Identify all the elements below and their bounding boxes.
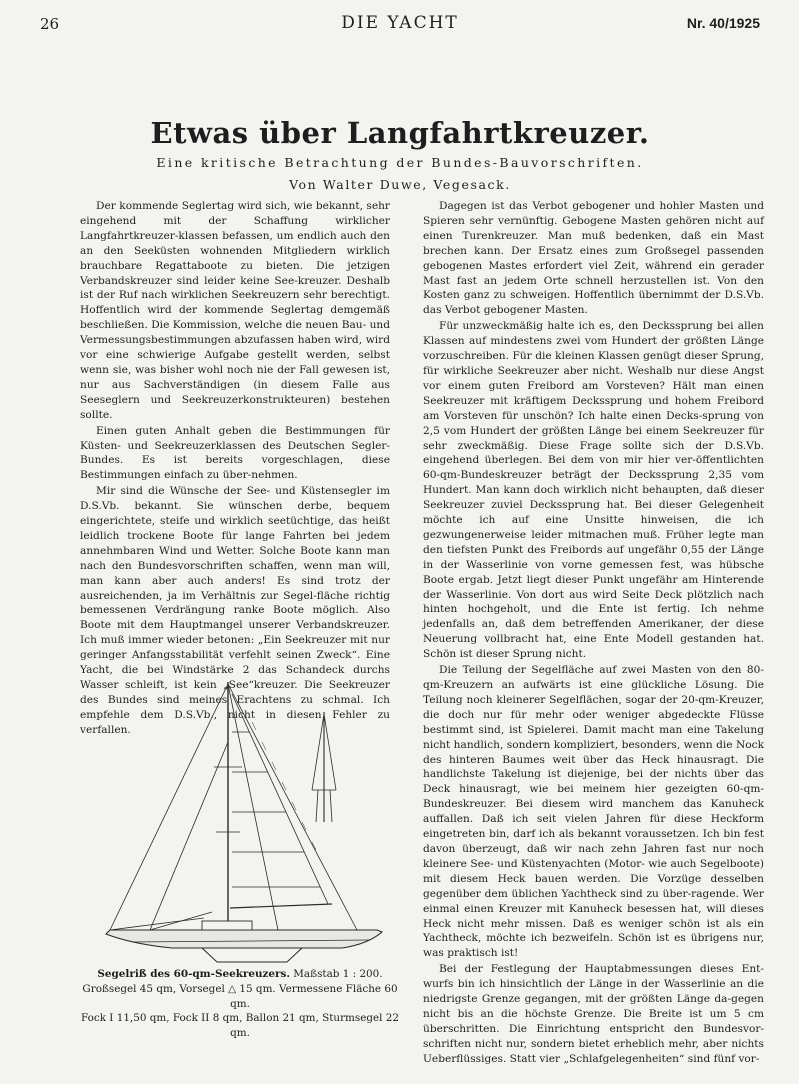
paragraph: Mir sind die Wünsche der See- und Küstensegler im D.S.Vb. bekannt. Sie wünschen derbe, bequem eingerichtete, steife und wirklich seetüchtige, das heißt leidlich trockene Boote für lange Fahrten bei jedem annehmbaren Wind und Wetter. Solche Boote kann man nach den Bundesvorschriften schaffen, wenn man will, man kann aber auch anders! Es sind trotz der ausreichenden, ja im Verhältnis zur Segel-fläche richtig bemessenen Verdrängung ranke Boote möglich. Also Boote mit dem Hauptmangel unserer Verbandskreuzer. Ich muß immer wieder betonen: „Ein Seekreuzer mit nur geringer Anfangsstabilität verfehlt seinen Zweck“. Eine Yacht, die bei Windstärke 2 das Schandeck durchs Wasser schleift, ist kein „See“kreuzer. Die Seekreuzer des Bundes sind meines Erachtens zu schmal. Ich empfehle dem D.S.Vb., nicht in diesen Fehler zu verfallen. [80,485,390,736]
paragraph: Einen guten Anhalt geben die Bestimmungen für Küsten- und Seekreuzerklassen des Deutschen Segler-Bundes. Es ist bereits vorgeschlagen, diese Bestimmungen einfach zu über-nehmen. [80,424,390,482]
caption-line-sails: Großsegel 45 qm, Vorsegel △ 15 qm. Vermessene Fläche 60 qm. [82,982,398,1010]
caption-title: Segelriß des 60-qm-Seekreuzers. [97,968,290,980]
paragraph: Dagegen ist das Verbot gebogener und hohler Masten und Spieren sehr vernünftig. Gebogene Masten gehören nicht auf einen Turenkreuzer. Man muß bedenken, daß ein Mast brechen kann. Der Ersatz eines zum Großsegel passenden gebogenen Mastes erfordert viel Zeit, während ein gerader Mast fast an jedem Orte schnell herzustellen ist. Von den Kosten ganz zu schweigen. Hoffentlich übernimmt der D.S.Vb. das Verbot gebogener Masten. [423,200,764,317]
paragraph: Bei der Festlegung der Hauptabmessungen dieses Ent-wurfs bin ich hinsichtlich der Länge in der Wasserlinie an die niedrigste Grenze gegangen, mit der größten Länge da-gegen nicht bis an die höchste Grenze. Die Breite ist um 5 cm überschritten. Die Einrichtung entspricht den Bundesvor-schriften nicht nur, sondern bietet erheblich mehr, aber nichts Ueberflüssiges. Statt vier „Schlafgelegenheiten“ sind fünf vor- [423,963,764,1065]
left-column [80,199,390,736]
sail-plan-drawing [92,672,402,962]
paragraph: Die Teilung der Segelfläche auf zwei Masten von den 80-qm-Kreuzern an aufwärts ist eine glückliche Lösung. Die Teilung noch kleinerer Segelflächen, sogar der 20-qm-Kreuzer, die doch nur für mehr oder weniger abgedeckte Flüsse bestimmt sind, ist Spielerei. Damit macht man eine Takelung nicht handlich, sondern kompliziert, besonders, wenn die Nock des hinteren Baumes weit über das Heck hinausragt. Die handlichste Takelung ist diejenige, bei der nichts über das Deck hinausragt, wie bei meinem hier gezeigten 60-qm-Bundeskreuzer. Bei diesem wird manchem das Kanuheck auffallen. Daß ich seit vielen Jahren für diese Heckform eingetreten bin, darf ich als bekannt voraussetzen. Ich bin fest davon überzeugt, daß wir nach zehn Jahren fast nur noch kleinere See- und Küstenyachten (Motor- wie auch Segelboote) mit diesem Heck bauen werden. Die Vorzüge desselben gegenüber dem üblichen Yachtheck sind zu über-ragende. Wer einmal einen Kreuzer mit Kanuheck besessen hat, will dieses Heck nicht mehr missen. Daß es weniger schön ist als ein Yachtheck, möchte ich bezweifeln. Schön ist es übrigens nur, was praktisch ist! [423,664,764,960]
caption-scale: Maßstab 1 : 200. [293,968,383,980]
caption-line-jibs: Fock I 11,50 qm, Fock II 8 qm, Ballon 21 qm, Sturmsegel 22 qm. [80,1012,400,1040]
article-subtitle: Eine kritische Betrachtung der Bundes-Bauvorschriften. [156,155,644,170]
article-title: Etwas über Langfahrtkreuzer. [150,116,650,150]
sail-plan-figure [92,672,402,962]
figure-caption [80,967,400,1041]
running-head [40,13,760,35]
paragraph: Der kommende Seglertag wird sich, wie bekannt, sehr eingehend mit der Schaffung wirklicher Langfahrtkreuzer-klassen befassen, um endlich auch den an den Seeküsten wohnenden Mitgliedern wirklich brauchbare Regattaboote zu bieten. Die jetzigen Verbandskreuzer sind leider keine See-kreuzer. Deshalb ist der Ruf nach wirklichen Seekreuzern sehr berechtigt. Hoffentlich wird der kommende Seglertag demgemäß beschließen. Die Kommission, welche die neuen Bau- und Vermessungsbestimmungen abzufassen haben wird, wird vor eine schwierige Aufgabe gestellt werden, selbst wenn sie, was bisher wohl noch nie der Fall gewesen ist, nur aus Sachverständigen (in diesem Falle aus Seeseglern und Seekreuzerkonstrukteuren) bestehen sollte. [80,200,390,421]
issue-number: Nr. 40/1925 [686,15,760,31]
magazine-name: DIE YACHT [341,13,459,33]
article-byline: Von Walter Duwe, Vegesack. [289,177,511,192]
paragraph: Für unzweckmäßig halte ich es, den Deckssprung bei allen Klassen auf mindestens zwei vom Hundert der größten Länge vorzuschreiben. Für die kleinen Klassen genügt dieser Sprung, für wirkliche Seekreuzer aber nicht. Weshalb nur diese Angst vor einem guten Freibord am Vorsteven? Hält man einen Seekreuzer mit kräftigem Deckssprung und hohem Freibord am Vorsteven für unschön? Ich halte einen Decks-sprung von 2,5 vom Hundert der größten Länge bei einem Seekreuzer für sehr zweckmäßig. Diese Frage sollte sich der D.S.Vb. eingehend überlegen. Bei dem von mir hier ver-öffentlichten 60-qm-Bundeskreuzer beträgt der Deckssprung 2,35 vom Hundert. Man kann doch wirklich nicht behaupten, daß dieser Seekreuzer zuviel Deckssprung hat. Bei dieser Gelegenheit möchte ich auf eine Unsitte hinweisen, die ich gezwungenerweise leider mitmachen muß. Früher legte man den tiefsten Punkt des Freibords auf ungefähr 0,55 der Länge in der Wasserlinie von vorne gemessen fest, was hübsche Boote ergab. Jetzt liegt dieser Punkt ungefähr am Hinterende der Wasserlinie. Von dort aus wird Seite Deck plötzlich nach hinten hochgeholt, und die Ente ist fertig. Ich nehme jedenfalls an, daß dem betreffenden Amerikaner, der diese Neuerung vollbracht hat, eine Ente Modell gestanden hat. Schön ist dieser Sprung nicht. [423,320,764,661]
page-number: 26 [40,15,60,33]
right-column [423,199,764,1069]
